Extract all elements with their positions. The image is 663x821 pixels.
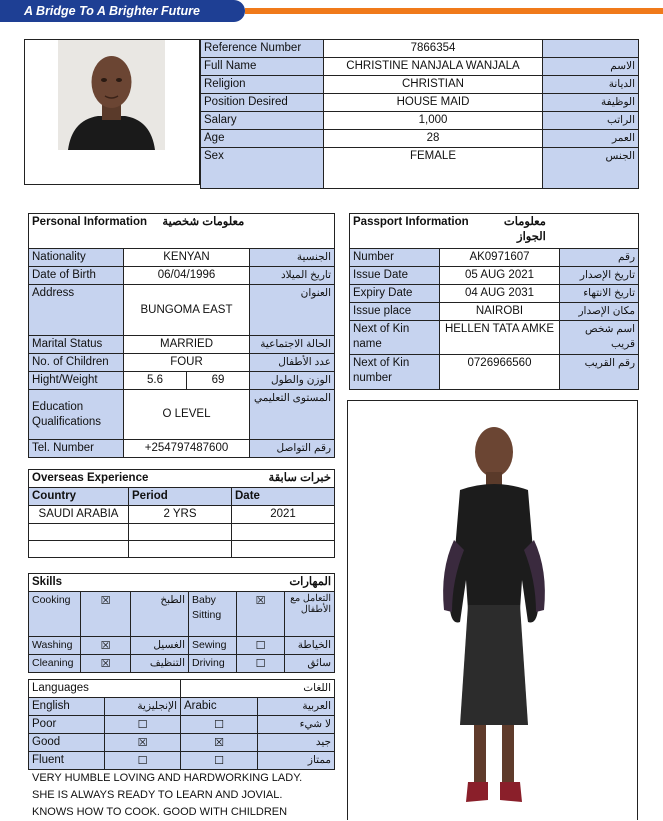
height-value: 5.6	[124, 372, 187, 390]
personal-info-table	[28, 213, 335, 458]
english-poor-checkbox[interactable]: ☐	[105, 716, 181, 734]
position-label: Position Desired	[201, 94, 324, 112]
skill-driving-label: Driving	[189, 655, 237, 673]
table-row	[29, 506, 335, 524]
country-cell: SAUDI ARABIA	[29, 506, 129, 524]
age-label: Age	[201, 130, 324, 148]
period-cell: 2 YRS	[129, 506, 232, 524]
table-row	[350, 249, 639, 267]
comment-line: SHE IS ALWAYS READY TO LEARN AND JOVIAL.	[32, 789, 283, 801]
issue-place-value: NAIROBI	[440, 303, 560, 321]
children-value: FOUR	[124, 354, 250, 372]
date-cell: 2021	[232, 506, 335, 524]
kin-name-value: HELLEN TATA AMKE	[440, 321, 560, 355]
personal-info-title-arabic: معلومات شخصية	[162, 216, 245, 228]
table-row	[29, 354, 335, 372]
english-arabic: الإنجليزية	[105, 698, 181, 716]
marital-label: Marital Status	[29, 336, 124, 354]
table-row	[350, 267, 639, 285]
table-row	[29, 574, 335, 592]
dob-value: 06/04/1996	[124, 267, 250, 285]
expiry-date-arabic: تاريخ الانتهاء	[560, 285, 639, 303]
arabic-label: Arabic	[181, 698, 258, 716]
table-row	[350, 285, 639, 303]
position-arabic: الوظيفة	[543, 94, 639, 112]
religion-label: Religion	[201, 76, 324, 94]
date-cell	[232, 541, 335, 558]
table-row	[29, 440, 335, 458]
main-info-table	[200, 39, 639, 189]
overseas-title: Overseas Experience	[32, 472, 149, 484]
passport-info-title-arabic: معلومات الجواز	[503, 216, 546, 243]
overseas-title-arabic: خبرات سابقة	[268, 472, 332, 484]
reference-arabic	[543, 40, 639, 58]
marital-value: MARRIED	[124, 336, 250, 354]
skill-cooking-arabic: الطبخ	[131, 592, 189, 637]
children-arabic: عدد الأطفال	[250, 354, 335, 372]
column-header-country: Country	[29, 488, 129, 506]
languages-table	[28, 679, 335, 770]
table-row	[201, 76, 639, 94]
age-arabic: العمر	[543, 130, 639, 148]
table-row	[29, 734, 335, 752]
table-row	[350, 214, 639, 249]
level-fluent-label: Fluent	[29, 752, 105, 770]
overseas-header	[29, 470, 335, 488]
skills-table	[28, 573, 335, 673]
address-value: BUNGOMA EAST	[124, 285, 250, 336]
column-header-date: Date	[232, 488, 335, 506]
level-good-label: Good	[29, 734, 105, 752]
arabic-arabic: العربية	[258, 698, 335, 716]
tel-arabic: رقم التواصل	[250, 440, 335, 458]
issue-place-arabic: مكان الإصدار	[560, 303, 639, 321]
table-row	[29, 488, 335, 506]
age-value: 28	[324, 130, 543, 148]
expiry-date-value: 04 AUG 2031	[440, 285, 560, 303]
header-divider	[245, 8, 663, 14]
table-row	[29, 541, 335, 558]
passport-number-label: Number	[350, 249, 440, 267]
kin-number-value: 0726966560	[440, 355, 560, 390]
arabic-good-checkbox[interactable]: ☒	[181, 734, 258, 752]
kin-number-arabic: رقم القريب	[560, 355, 639, 390]
headshot-photo	[58, 40, 165, 150]
skill-sewing-arabic: الخياطة	[285, 637, 335, 655]
table-row	[29, 267, 335, 285]
table-row	[201, 112, 639, 130]
level-poor-label: Poor	[29, 716, 105, 734]
country-cell	[29, 524, 129, 541]
table-row	[29, 390, 335, 440]
fullname-label: Full Name	[201, 58, 324, 76]
arabic-poor-checkbox[interactable]: ☐	[181, 716, 258, 734]
passport-info-table	[349, 213, 639, 390]
skill-cleaning-label: Cleaning	[29, 655, 81, 673]
religion-value: CHRISTIAN	[324, 76, 543, 94]
table-row	[29, 637, 335, 655]
skill-babysitting-label: Baby Sitting	[189, 592, 237, 637]
sex-label: Sex	[201, 148, 324, 189]
comment-block	[32, 770, 332, 821]
skill-cooking-label: Cooking	[29, 592, 81, 637]
english-fluent-checkbox[interactable]: ☐	[105, 752, 181, 770]
personal-info-header	[29, 214, 335, 249]
address-label: Address	[29, 285, 124, 336]
height-weight-arabic: الوزن والطول	[250, 372, 335, 390]
table-row	[350, 321, 639, 355]
table-row	[29, 214, 335, 249]
issue-date-value: 05 AUG 2021	[440, 267, 560, 285]
salary-value: 1,000	[324, 112, 543, 130]
languages-title: Languages	[29, 680, 181, 698]
passport-number-value: AK0971607	[440, 249, 560, 267]
skill-washing-label: Washing	[29, 637, 81, 655]
passport-info-title: Passport Information	[353, 216, 469, 228]
arabic-fluent-checkbox[interactable]: ☐	[181, 752, 258, 770]
sex-arabic: الجنس	[543, 148, 639, 189]
full-body-photo	[430, 410, 560, 815]
banner-text: A Bridge To A Brighter Future	[24, 4, 200, 18]
date-cell	[232, 524, 335, 541]
nationality-label: Nationality	[29, 249, 124, 267]
skill-cooking-checkbox[interactable]: ☒	[81, 592, 131, 637]
table-row	[29, 716, 335, 734]
dob-arabic: تاريخ الميلاد	[250, 267, 335, 285]
education-arabic: المستوى التعليمي	[250, 390, 335, 440]
sex-value: FEMALE	[324, 148, 543, 189]
kin-name-arabic: اسم شخص قريب	[560, 321, 639, 355]
salary-arabic: الراتب	[543, 112, 639, 130]
kin-number-label: Next of Kin number	[350, 355, 440, 390]
english-label: English	[29, 698, 105, 716]
fullname-arabic: الاسم	[543, 58, 639, 76]
position-value: HOUSE MAID	[324, 94, 543, 112]
skill-washing-arabic: الغسيل	[131, 637, 189, 655]
english-good-checkbox[interactable]: ☒	[105, 734, 181, 752]
period-cell	[129, 524, 232, 541]
issue-place-label: Issue place	[350, 303, 440, 321]
reference-value: 7866354	[324, 40, 543, 58]
table-row	[29, 524, 335, 541]
education-value: O LEVEL	[124, 390, 250, 440]
table-row	[201, 94, 639, 112]
header-banner	[0, 0, 245, 22]
table-row	[350, 355, 639, 390]
level-good-arabic: جيد	[258, 734, 335, 752]
table-row	[29, 592, 335, 637]
skills-title: Skills	[32, 576, 63, 588]
skill-sewing-checkbox[interactable]: ☐	[237, 637, 285, 655]
table-row	[29, 336, 335, 354]
table-row	[29, 249, 335, 267]
personal-info-title: Personal Information	[32, 216, 148, 228]
religion-arabic: الديانة	[543, 76, 639, 94]
weight-value: 69	[187, 372, 250, 390]
table-row	[29, 655, 335, 673]
skills-header	[29, 574, 335, 592]
skill-sewing-label: Sewing	[189, 637, 237, 655]
skills-title-arabic: المهارات	[289, 576, 332, 588]
level-poor-arabic: لا شيء	[258, 716, 335, 734]
table-row	[29, 752, 335, 770]
overseas-experience-table	[28, 469, 335, 558]
languages-title-arabic: اللغات	[181, 680, 335, 698]
issue-date-label: Issue Date	[350, 267, 440, 285]
height-weight-label: Hight/Weight	[29, 372, 124, 390]
kin-name-label: Next of Kin name	[350, 321, 440, 355]
comment-line: VERY HUMBLE LOVING AND HARDWORKING LADY.	[32, 772, 303, 784]
table-row	[29, 372, 335, 390]
skill-washing-checkbox[interactable]: ☒	[81, 637, 131, 655]
table-row	[201, 58, 639, 76]
skill-babysitting-arabic: التعامل مع الأطفال	[285, 592, 335, 637]
issue-date-arabic: تاريخ الإصدار	[560, 267, 639, 285]
table-row	[201, 130, 639, 148]
skill-cleaning-arabic: التنظيف	[131, 655, 189, 673]
education-label: Education Qualifications	[29, 390, 124, 440]
skill-driving-arabic: سائق	[285, 655, 335, 673]
table-row	[29, 285, 335, 336]
children-label: No. of Children	[29, 354, 124, 372]
tel-value: +254797487600	[124, 440, 250, 458]
tel-label: Tel. Number	[29, 440, 124, 458]
table-row	[201, 40, 639, 58]
level-fluent-arabic: ممتاز	[258, 752, 335, 770]
column-header-period: Period	[129, 488, 232, 506]
skill-babysitting-checkbox[interactable]: ☒	[237, 592, 285, 637]
table-row	[29, 698, 335, 716]
skill-cleaning-checkbox[interactable]: ☒	[81, 655, 131, 673]
table-row	[29, 680, 335, 698]
country-cell	[29, 541, 129, 558]
salary-label: Salary	[201, 112, 324, 130]
table-row	[201, 148, 639, 189]
passport-info-header	[350, 214, 639, 249]
passport-number-arabic: رقم	[560, 249, 639, 267]
nationality-value: KENYAN	[124, 249, 250, 267]
comment-line: KNOWS HOW TO COOK. GOOD WITH CHILDREN	[32, 806, 288, 818]
marital-arabic: الحالة الاجتماعية	[250, 336, 335, 354]
table-row	[29, 470, 335, 488]
skill-driving-checkbox[interactable]: ☐	[237, 655, 285, 673]
dob-label: Date of Birth	[29, 267, 124, 285]
period-cell	[129, 541, 232, 558]
reference-label: Reference Number	[201, 40, 324, 58]
address-arabic: العنوان	[250, 285, 335, 336]
expiry-date-label: Expiry Date	[350, 285, 440, 303]
table-row	[350, 303, 639, 321]
nationality-arabic: الجنسية	[250, 249, 335, 267]
fullname-value: CHRISTINE NANJALA WANJALA	[324, 58, 543, 76]
